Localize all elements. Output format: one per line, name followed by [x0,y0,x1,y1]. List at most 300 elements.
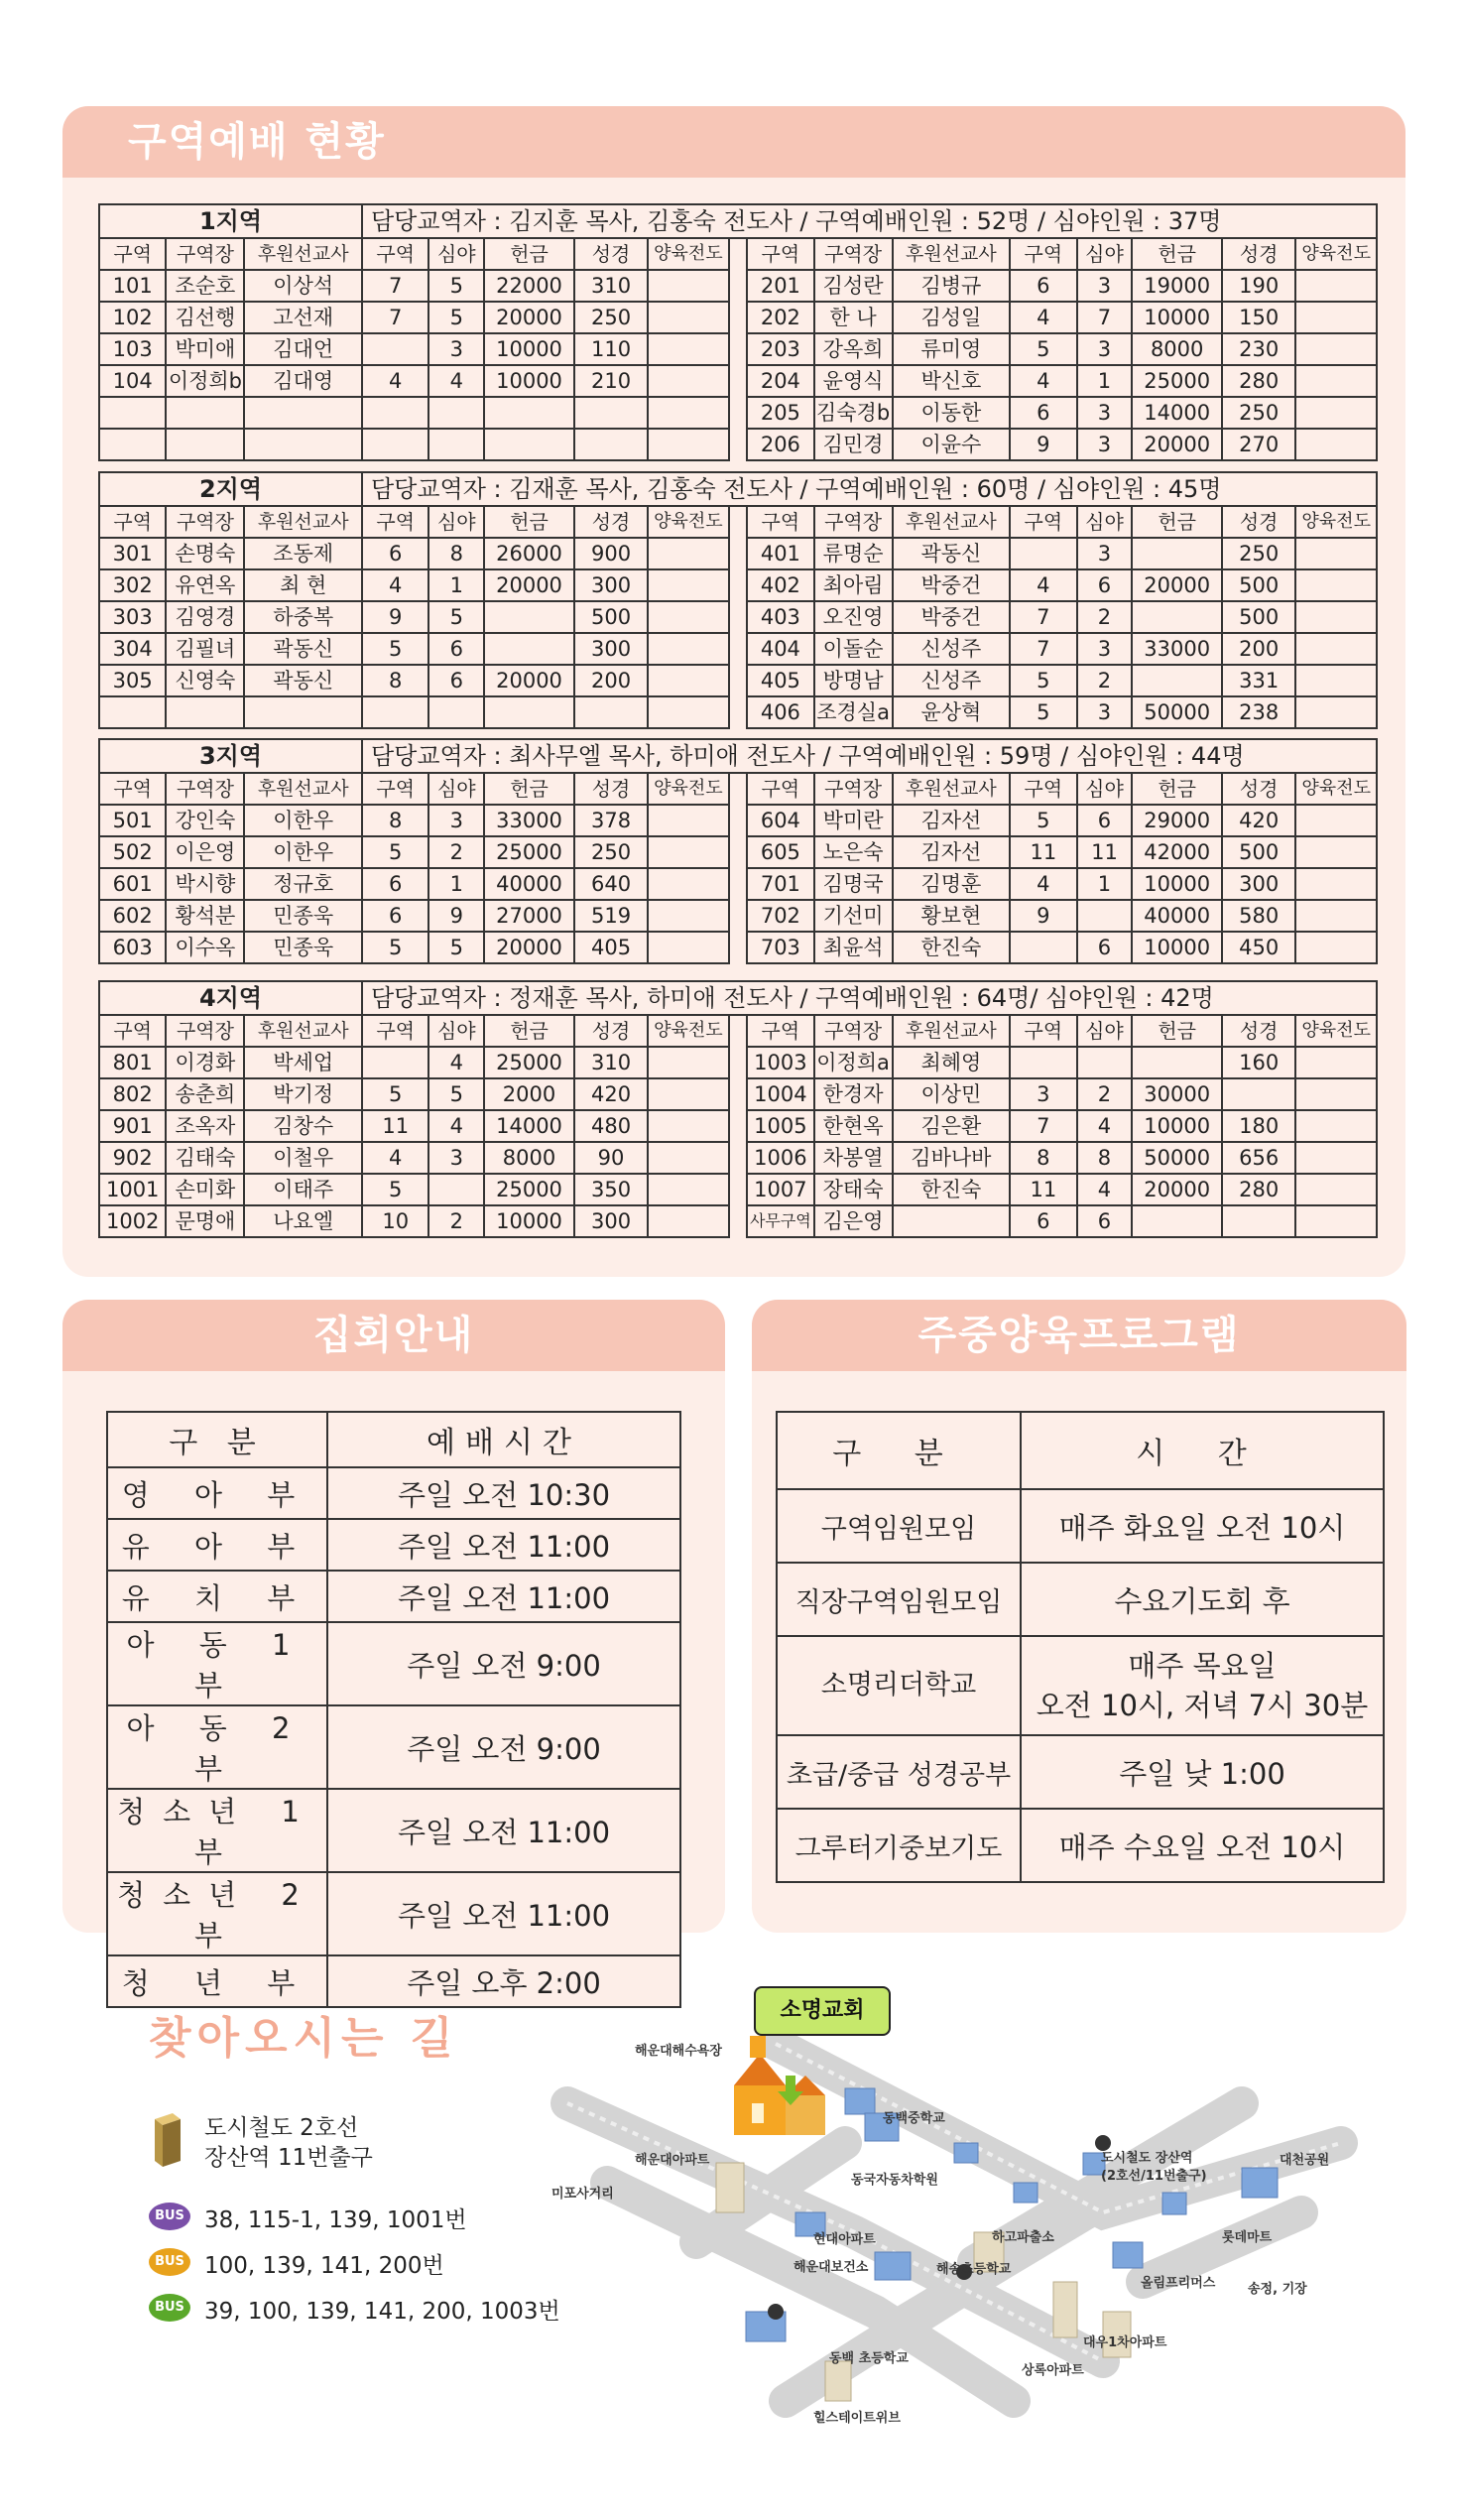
gap [729,836,748,868]
table-cell: 5 [1010,696,1076,728]
table-cell: 박중건 [893,569,1011,601]
map-label: 대천공원 [1280,2153,1330,2168]
table-cell [648,1110,728,1142]
table-cell: 박시향 [166,868,244,900]
table-cell [362,397,428,429]
time-cell: 주일 오전 10:30 [327,1467,680,1519]
table-cell: 김은영 [814,1205,893,1237]
map-label: 해운대보건소 [794,2260,869,2275]
table-row [107,1467,680,1519]
table-cell [166,397,244,429]
table-cell: 603 [99,932,166,963]
table-row [99,633,1377,665]
gap [729,506,748,538]
table-cell: 조옥자 [166,1110,244,1142]
map-label: 해운대아파트 [635,2153,710,2168]
table-cell: 5 [362,1174,428,1205]
programs-table [776,1411,1385,1883]
table-cell: 5 [1010,665,1076,696]
map-label: 올림프리머스 [1141,2276,1216,2291]
table-cell: 김태숙 [166,1142,244,1174]
table-cell: 305 [99,665,166,696]
table-cell: 250 [1222,538,1295,569]
table-cell: 김명훈 [893,868,1011,900]
time-cell: 주일 오전 11:00 [327,1872,680,1955]
time-cell: 주일 오후 2:00 [327,1955,680,2007]
table-cell: 5 [1010,333,1076,365]
category-cell: 청소년 2부 [107,1872,327,1955]
table-cell: 500 [574,601,648,633]
column-header: 구역장 [166,238,244,270]
column-header: 성경 [1222,1015,1295,1047]
table-cell [362,1047,428,1078]
meetings-table [106,1411,681,2008]
table-cell: 송춘희 [166,1078,244,1110]
map-label: 해송초등학교 [936,2262,1012,2277]
table-cell: 방명남 [814,665,893,696]
table-cell [1295,633,1377,665]
table-cell: 7 [1010,601,1076,633]
table-cell: 5 [428,601,484,633]
table-cell: 33000 [1132,633,1222,665]
table-cell [648,932,728,963]
table-cell: 1002 [99,1205,166,1237]
table-cell: 20000 [1132,429,1222,460]
table-cell: 480 [574,1110,648,1142]
category-cell: 아 동 1부 [107,1622,327,1705]
bus-route: 100, 139, 141, 200번 [204,2253,444,2279]
table-cell: 20000 [484,569,574,601]
table-cell: 조순호 [166,270,244,302]
table-cell [1295,900,1377,932]
table-cell: 하중복 [244,601,362,633]
table-cell [362,429,428,460]
table-cell: 901 [99,1110,166,1142]
column-header: 구역 [747,1015,813,1047]
gap [729,773,748,805]
category-cell: 그루터기중보기도 [777,1809,1021,1882]
table-cell [1295,333,1377,365]
table-cell [99,397,166,429]
table-row [107,1789,680,1872]
column-header: 구역 [99,1015,166,1047]
table-cell: 4 [428,365,484,397]
church-label: 소명교회 [754,1986,891,2036]
table-cell: 402 [747,569,813,601]
table-cell: 160 [1222,1047,1295,1078]
table-cell: 11 [1077,836,1133,868]
table-cell: 300 [574,1205,648,1237]
table-cell [893,1205,1011,1237]
column-header: 성경 [1222,773,1295,805]
table-cell: 김창수 [244,1110,362,1142]
gap [729,601,748,633]
table-cell: 378 [574,805,648,836]
table-cell: 황보현 [893,900,1011,932]
time-cell: 매주 목요일 오전 10시, 저녁 7시 30분 [1021,1636,1384,1735]
table-cell: 25000 [484,1174,574,1205]
category-cell: 직장구역임원모임 [777,1563,1021,1636]
table-cell: 이돌순 [814,633,893,665]
column-header: 심야 [1077,773,1133,805]
table-cell: 신성주 [893,633,1011,665]
table-cell: 4 [1010,302,1076,333]
meetings-panel [62,1300,725,2000]
table-cell: 502 [99,836,166,868]
table-cell: 200 [574,665,648,696]
column-header: 후원선교사 [244,773,362,805]
column-header: 구역 [747,506,813,538]
district-info: 담당교역자 : 김지훈 목사, 김홍숙 전도사 / 구역예배인원 : 52명 / 심야인원 : 37명 [362,204,1377,238]
table-cell: 300 [574,633,648,665]
table-row [99,696,1377,728]
table-cell: 19000 [1132,270,1222,302]
table-cell [1295,1110,1377,1142]
table-cell: 이경화 [166,1047,244,1078]
table-cell: 손미화 [166,1174,244,1205]
column-header: 양육전도 [648,773,728,805]
programs-title: 주중양육프로그램 [917,1313,1241,1358]
column-header: 후원선교사 [244,1015,362,1047]
table-cell: 2 [1077,601,1133,633]
table-cell [648,868,728,900]
table-cell: 3 [428,805,484,836]
table-cell: 5 [428,932,484,963]
table-cell: 703 [747,932,813,963]
table-cell: 10000 [1132,302,1222,333]
table-cell [1132,601,1222,633]
gap [729,1110,748,1142]
column-header: 심야 [428,773,484,805]
column-header: 성경 [574,238,648,270]
table-cell [166,429,244,460]
column-header: 심야 [1077,238,1133,270]
table-cell: 조동제 [244,538,362,569]
table-cell: 최혜영 [893,1047,1011,1078]
table-cell: 50000 [1132,1142,1222,1174]
table-cell: 802 [99,1078,166,1110]
table-cell: 4 [1010,365,1076,397]
column-header: 심야 [1077,1015,1133,1047]
table-cell: 9 [1010,900,1076,932]
table-cell: 박기정 [244,1078,362,1110]
subway-exit: 장산역 11번출구 [204,2145,373,2171]
map-label: 동백 초등학교 [829,2351,909,2366]
table-cell: 6 [1077,1205,1133,1237]
table-cell [362,696,428,728]
gap [729,1015,748,1047]
gap [729,333,748,365]
table-cell: 501 [99,805,166,836]
table-cell: 김대언 [244,333,362,365]
table-cell: 7 [1010,1110,1076,1142]
table-cell: 20000 [1132,1174,1222,1205]
table-cell: 33000 [484,805,574,836]
table-cell: 민종욱 [244,900,362,932]
column-header: 구역 [99,506,166,538]
column-header: 구역 [362,1015,428,1047]
table-cell: 303 [99,601,166,633]
table-cell: 20000 [484,302,574,333]
table-cell: 406 [747,696,813,728]
table-cell [648,601,728,633]
table-cell: 3 [1010,1078,1076,1110]
table-cell: 11 [362,1110,428,1142]
table-cell [1295,1205,1377,1237]
subway-line: 도시철도 2호선 [204,2115,359,2141]
table-row [99,601,1377,633]
district-table [98,980,1378,1238]
table-cell: 최아림 [814,569,893,601]
table-cell: 1 [428,569,484,601]
table-cell: 9 [1010,429,1076,460]
time-cell: 주일 오전 11:00 [327,1571,680,1622]
table-cell: 10 [362,1205,428,1237]
map-label: 하고파출소 [992,2230,1054,2245]
table-cell: 강옥희 [814,333,893,365]
column-header: 양육전도 [1295,506,1377,538]
table-cell [648,270,728,302]
table-cell: 6 [1077,805,1133,836]
table-cell: 25000 [1132,365,1222,397]
table-cell: 곽동신 [893,538,1011,569]
table-cell [1295,365,1377,397]
table-cell: 5 [362,932,428,963]
column-header: 헌금 [484,1015,574,1047]
table-cell: 1 [1077,868,1133,900]
gap [729,1142,748,1174]
table-cell: 205 [747,397,813,429]
table-cell: 1004 [747,1078,813,1110]
table-cell: 42000 [1132,836,1222,868]
table-cell: 김명국 [814,868,893,900]
table-row [99,302,1377,333]
table-cell: 6 [362,538,428,569]
table-row [107,1571,680,1622]
time-cell: 주일 낮 1:00 [1021,1735,1384,1809]
column-header: 성경 [574,506,648,538]
table-cell [648,1205,728,1237]
table-cell: 420 [574,1078,648,1110]
table-cell: 한진숙 [893,1174,1011,1205]
table-cell: 이수옥 [166,932,244,963]
table-cell: 8000 [484,1142,574,1174]
table-cell [1295,601,1377,633]
table-row [777,1636,1384,1735]
table-cell: 노은숙 [814,836,893,868]
gap [729,633,748,665]
table-cell: 4 [428,1047,484,1078]
table-cell [484,601,574,633]
table-cell [648,538,728,569]
table-cell: 602 [99,900,166,932]
table-cell [648,302,728,333]
column-header: 양육전도 [1295,1015,1377,1047]
table-cell [99,429,166,460]
table-cell: 26000 [484,538,574,569]
table-cell: 4 [1077,1174,1133,1205]
table-cell [1295,1047,1377,1078]
table-cell: 640 [574,868,648,900]
table-cell [1295,932,1377,963]
table-cell: 5 [428,302,484,333]
table-cell: 이한우 [244,805,362,836]
map-label: 송정, 기장 [1248,2282,1307,2297]
table-cell [99,696,166,728]
table-cell [1132,538,1222,569]
table-row [99,365,1377,397]
table-cell [1132,1205,1222,1237]
table-cell [648,1142,728,1174]
table-cell: 30000 [1132,1078,1222,1110]
map-label: 대우1차아파트 [1083,2335,1167,2350]
table-cell: 8 [428,538,484,569]
table-cell: 104 [99,365,166,397]
table-cell: 450 [1222,932,1295,963]
table-cell [648,365,728,397]
category-cell: 아 동 2부 [107,1705,327,1789]
table-cell: 4 [362,365,428,397]
table-cell: 10000 [484,1205,574,1237]
table-cell: 310 [574,1047,648,1078]
table-cell: 8000 [1132,333,1222,365]
district-name: 2지역 [99,472,362,506]
table-cell: 204 [747,365,813,397]
gap [729,270,748,302]
column-header: 구역 [1010,1015,1076,1047]
map-label: (2호선/11번출구) [1101,2169,1207,2184]
table-cell: 김병규 [893,270,1011,302]
table-cell: 이태주 [244,1174,362,1205]
table-cell [244,696,362,728]
table-cell: 50000 [1132,696,1222,728]
table-cell: 나요엘 [244,1205,362,1237]
table-row [107,1519,680,1571]
table-cell: 이상석 [244,270,362,302]
district-info: 담당교역자 : 김재훈 목사, 김홍숙 전도사 / 구역예배인원 : 60명 / 심야인원 : 45명 [362,472,1377,506]
table-cell: 302 [99,569,166,601]
table-cell: 5 [428,1078,484,1110]
district-info: 담당교역자 : 최사무엘 목사, 하미애 전도사 / 구역예배인원 : 59명 / 심야인원 : 44명 [362,739,1377,773]
table-cell [648,633,728,665]
column-header: 헌금 [1132,506,1222,538]
column-header: 구역 [747,773,813,805]
table-cell [648,333,728,365]
table-cell [244,429,362,460]
table-cell: 이정희b [166,365,244,397]
table-cell [1010,932,1076,963]
meetings-title: 집회안내 [312,1313,475,1358]
programs-panel [752,1300,1406,1933]
table-cell: 3 [1077,696,1133,728]
table-cell: 신영숙 [166,665,244,696]
district-block [98,203,1378,461]
category-cell: 초급/중급 성경공부 [777,1735,1021,1809]
table-cell: 20000 [484,665,574,696]
table-cell: 4 [1077,1110,1133,1142]
table-cell [648,836,728,868]
table-cell: 25000 [484,836,574,868]
table-cell: 701 [747,868,813,900]
subway-icon [149,2111,184,2169]
table-cell: 6 [1010,270,1076,302]
table-cell [574,429,648,460]
table-cell: 6 [428,633,484,665]
time-cell: 주일 오전 9:00 [327,1705,680,1789]
table-cell [648,397,728,429]
table-cell [648,665,728,696]
table-cell: 2 [428,836,484,868]
column-header: 구역장 [166,773,244,805]
table-cell: 2 [1077,1078,1133,1110]
table-cell: 4 [428,1110,484,1142]
table-cell: 신성주 [893,665,1011,696]
table-cell: 11 [1010,836,1076,868]
map-label: 상록아파트 [1022,2363,1084,2378]
table-cell: 601 [99,868,166,900]
table-cell: 206 [747,429,813,460]
table-cell: 장태숙 [814,1174,893,1205]
table-cell: 유연옥 [166,569,244,601]
table-row [99,397,1377,429]
table-cell: 404 [747,633,813,665]
gap [729,665,748,696]
table-cell: 김대영 [244,365,362,397]
table-cell: 한현옥 [814,1110,893,1142]
table-cell: 200 [1222,633,1295,665]
column-header: 구역 [1010,506,1076,538]
programs-header [752,1300,1406,1371]
map-label: 도시철도 장산역 [1101,2151,1193,2166]
column-header: 구역장 [814,238,893,270]
table-cell [484,633,574,665]
column-header: 구역장 [814,1015,893,1047]
time-cell: 매주 화요일 오전 10시 [1021,1489,1384,1563]
table-cell: 2000 [484,1078,574,1110]
table-cell: 7 [362,270,428,302]
table-cell [648,569,728,601]
table-cell: 202 [747,302,813,333]
district-block [98,980,1378,1238]
column-header: 구역 [362,773,428,805]
table-cell: 이상민 [893,1078,1011,1110]
table-cell: 301 [99,538,166,569]
table-cell [1295,836,1377,868]
table-cell [1295,1142,1377,1174]
column-header: 예배시간 [327,1412,680,1467]
table-cell: 윤상혁 [893,696,1011,728]
table-cell: 5 [428,270,484,302]
column-header: 심야 [428,238,484,270]
table-cell: 110 [574,333,648,365]
table-cell: 사무구역 [747,1205,813,1237]
table-cell: 1006 [747,1142,813,1174]
table-cell: 7 [1010,633,1076,665]
table-cell: 민종욱 [244,932,362,963]
table-cell [484,696,574,728]
column-header: 구역 [747,238,813,270]
table-cell: 박미애 [166,333,244,365]
table-cell [648,1047,728,1078]
gap [729,569,748,601]
column-header: 성경 [1222,506,1295,538]
table-cell: 5 [362,1078,428,1110]
gap [729,365,748,397]
table-cell [1295,429,1377,460]
column-header: 후원선교사 [244,238,362,270]
column-header: 구역장 [814,773,893,805]
table-cell: 101 [99,270,166,302]
